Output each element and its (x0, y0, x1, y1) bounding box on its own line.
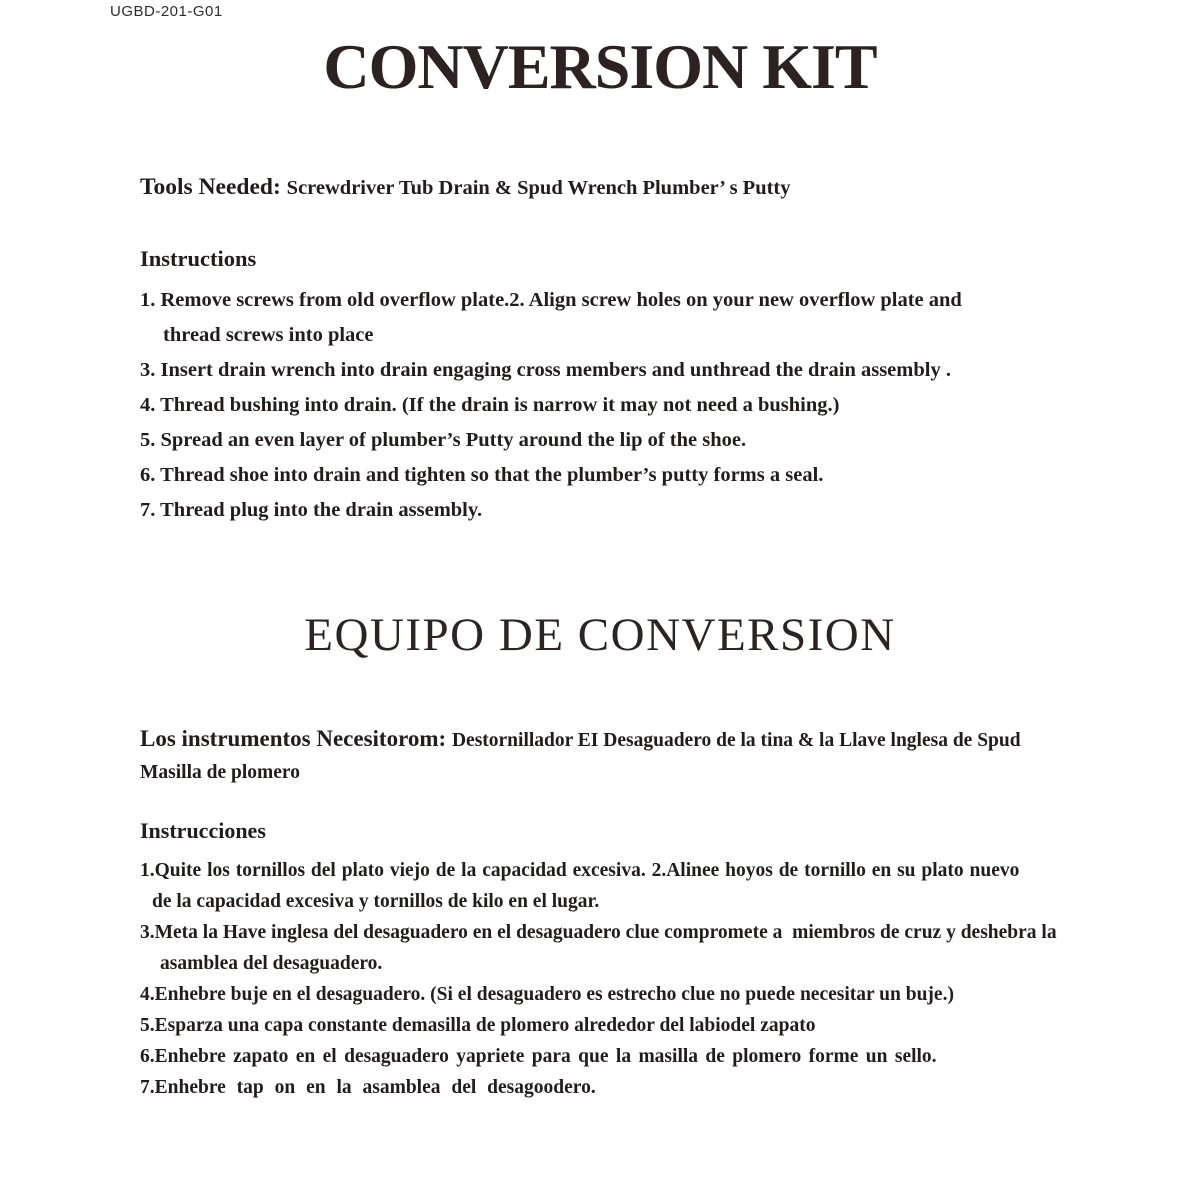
instruction-step: 3.Meta la Have inglesa del desaguadero en el desaguadero clue compromete a miembros de cruz y deshebra la (140, 922, 1057, 943)
instruction-step: 4.Enhebre buje en el desaguadero. (Si el desaguadero es estrecho clue no puede necesitar un buje.) (140, 984, 954, 1005)
tools-needed-text-spanish-line2: Masilla de plomero (140, 762, 300, 783)
instruction-step: 7. Thread plug into the drain assembly. (140, 499, 483, 521)
tools-needed-line (140, 174, 1100, 201)
page-title-spanish: EQUIPO DE CONVERSION (304, 609, 896, 661)
instruction-step-continuation: de la capacidad excesiva y tornillos de kilo en el lugar. (152, 891, 600, 912)
instruction-step: 6. Thread shoe into drain and tighten so that the plumber’s putty forms a seal. (140, 464, 824, 486)
model-code: UGBD-201-G01 (110, 3, 223, 20)
instruction-step: 4. Thread bushing into drain. (If the drain is narrow it may not need a bushing.) (140, 394, 840, 416)
instructions-list-english (140, 283, 1080, 528)
tools-needed-spanish (140, 722, 1100, 790)
instruction-step: 5.Esparza una capa constante demasilla de plomero alrededor del labiodel zapato (140, 1015, 816, 1036)
instructions-heading-english: Instructions (140, 246, 257, 271)
instruction-step-continuation: asamblea del desaguadero. (160, 953, 383, 974)
instruction-step: 5. Spread an even layer of plumber’s Putty around the lip of the shoe. (140, 429, 747, 451)
tools-needed-line-spanish (140, 722, 1100, 756)
instruction-step: 3. Insert drain wrench into drain engaging cross members and unthread the drain assembly . (140, 359, 951, 381)
instruction-step: 1.Quite los tornillos del plato viejo de la capacidad excesiva. 2.Alinee hoyos de tornillo en su plato nuevo (140, 860, 1020, 881)
instructions-list-spanish (140, 855, 1090, 1103)
tools-needed-text-spanish: Destornillador EI Desaguadero de la tina & la Llave lnglesa de Spud (451, 730, 1021, 751)
instruction-step-continuation: thread screws into place (163, 324, 374, 346)
instruction-step: 6.Enhebre zapato en el desaguadero yapriete para que la masilla de plomero forme un sello. (140, 1046, 937, 1067)
page-title-english: CONVERSION KIT (323, 31, 877, 102)
tools-needed-label-spanish: Los instrumentos Necesitorom: (140, 726, 452, 751)
tools-needed-label: Tools Needed: (140, 174, 287, 200)
instruction-step: 7.Enhebre tap on en la asamblea del desagoodero. (140, 1077, 596, 1098)
instruction-step: 1. Remove screws from old overflow plate.2. Align screw holes on your new overflow plate and (140, 289, 962, 311)
instructions-heading-spanish: Instrucciones (140, 818, 266, 843)
tools-needed-text: Screwdriver Tub Drain & Spud Wrench Plumber’ s Putty (286, 177, 791, 199)
